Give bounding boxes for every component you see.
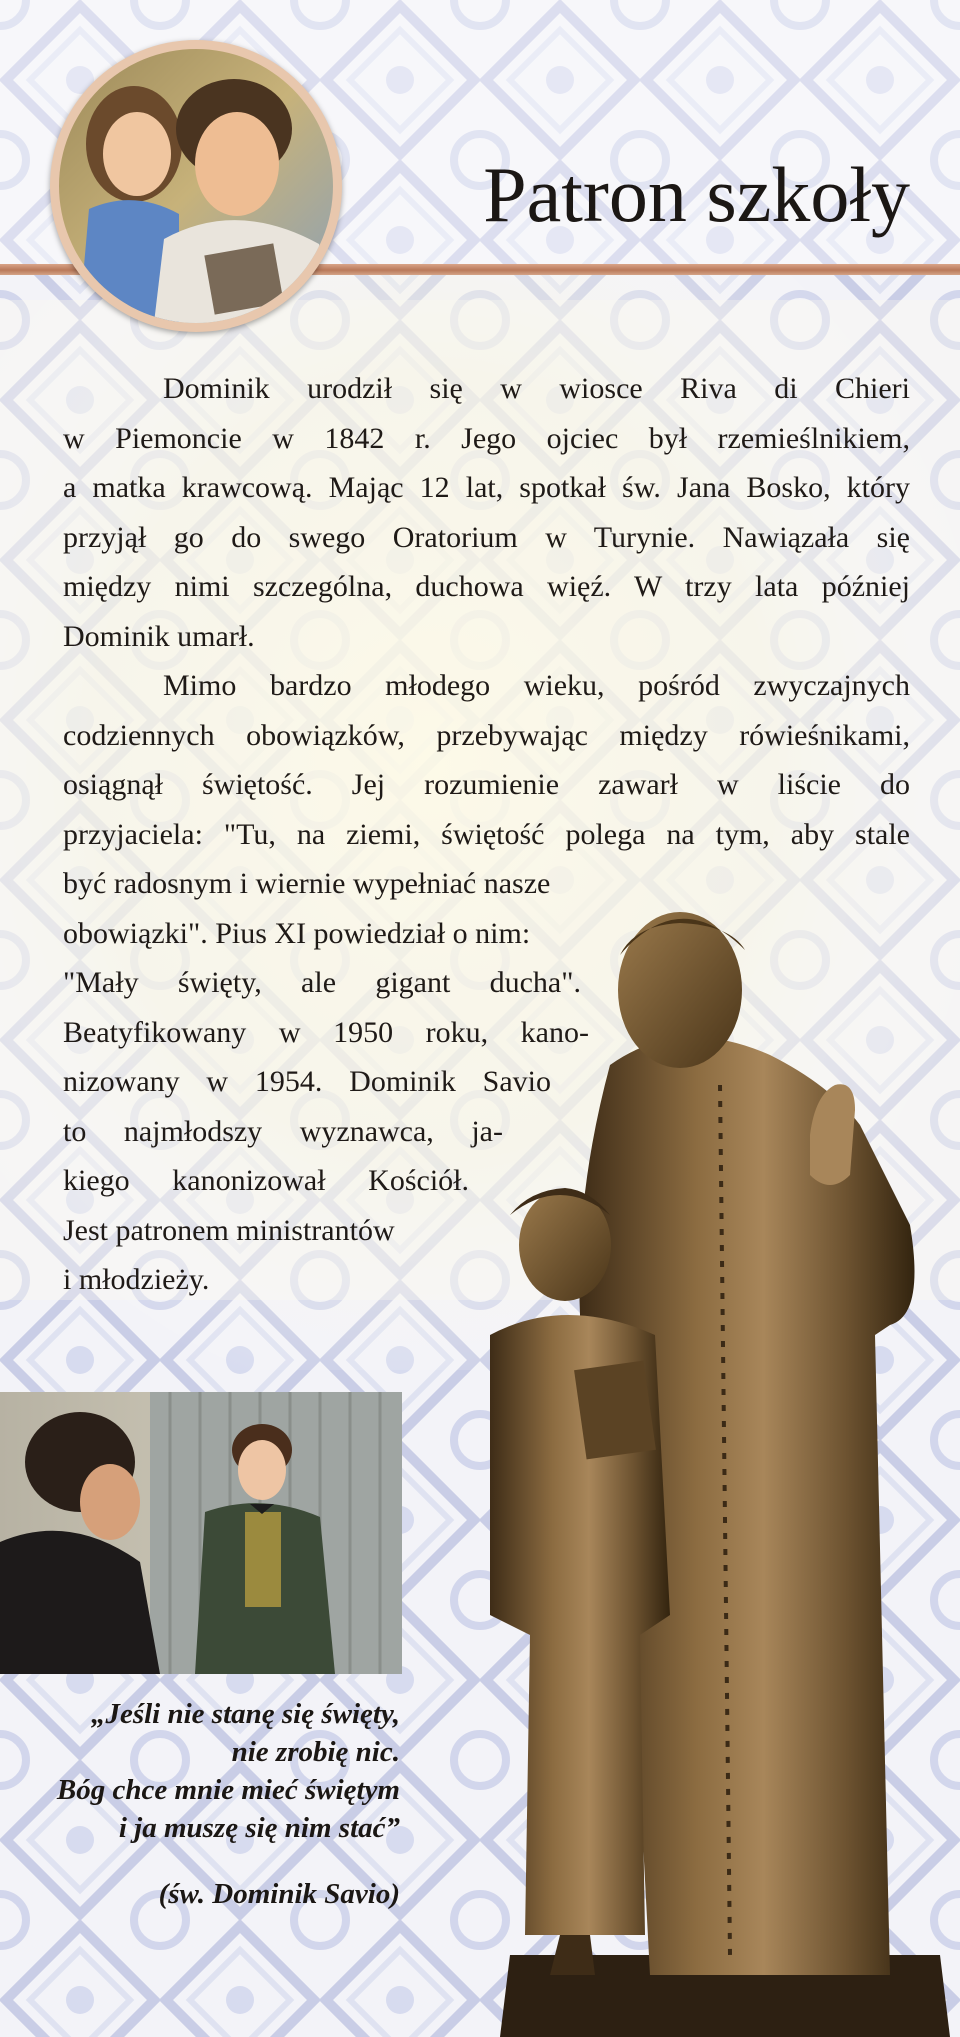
text-line: "Mały święty, ale gigant ducha". <box>63 966 581 999</box>
biography-text <box>63 364 910 1305</box>
text-line: kiego kanonizował Kościół. <box>63 1164 469 1197</box>
text-line: nizowany w 1954. Dominik Savio <box>63 1065 551 1098</box>
text-line: Jest patronem ministrantów <box>63 1213 395 1247</box>
text-line: Dominik urodził się w wiosce Riva di Chieri <box>163 372 910 405</box>
quote-attribution: (św. Dominik Savio) <box>158 1878 400 1910</box>
text-line: osiągnął świętość. Jej rozumienie zawarł w liście do <box>63 768 910 801</box>
text-line: i młodzieży. <box>63 1263 210 1296</box>
text-line: obowiązki". Pius XI powiedział o nim: <box>63 916 531 950</box>
page-title: Patron szkoły <box>483 151 910 238</box>
quote-line: i ja muszę się nim stać” <box>118 1812 400 1844</box>
text-line: być radosnym i wiernie wypełniać nasze <box>63 867 551 900</box>
text-line: a matka krawcową. Mając 12 lat, spotkał św. Jana Bosko, który <box>63 471 910 504</box>
text-line: codziennych obowiązków, przebywając między rówieśnikami, <box>63 718 910 752</box>
text-line: przyjaciela: "Tu, na ziemi, świętość polega na tym, aby stale <box>63 817 910 851</box>
quote-line: „Jeśli nie stanę się święty, <box>90 1698 400 1730</box>
text-line: Beatyfikowany w 1950 roku, kano- <box>63 1015 589 1049</box>
paragraph-1 <box>63 364 910 661</box>
portrait-image <box>59 49 333 323</box>
saint-quote <box>40 1695 400 1913</box>
text-line: to najmłodszy wyznawca, ja- <box>63 1114 503 1148</box>
text-line: Dominik umarł. <box>63 619 255 653</box>
paragraph-2 <box>63 661 910 1305</box>
text-line: między nimi szczególna, duchowa więź. W trzy lata później <box>63 570 910 603</box>
portrait-medallion <box>50 40 342 332</box>
text-line: Mimo bardzo młodego wieku, pośród zwyczajnych <box>163 669 910 702</box>
text-line: przyjął go do swego Oratorium w Turynie. Nawiązała się <box>63 520 910 554</box>
quote-line: Bóg chce mnie mieć świętym <box>56 1774 400 1806</box>
painting-image <box>0 1392 402 1674</box>
text-line: w Piemoncie w 1842 r. Jego ojciec był rzemieślnikiem, <box>63 421 910 455</box>
quote-line: nie zrobię nic. <box>231 1736 400 1768</box>
